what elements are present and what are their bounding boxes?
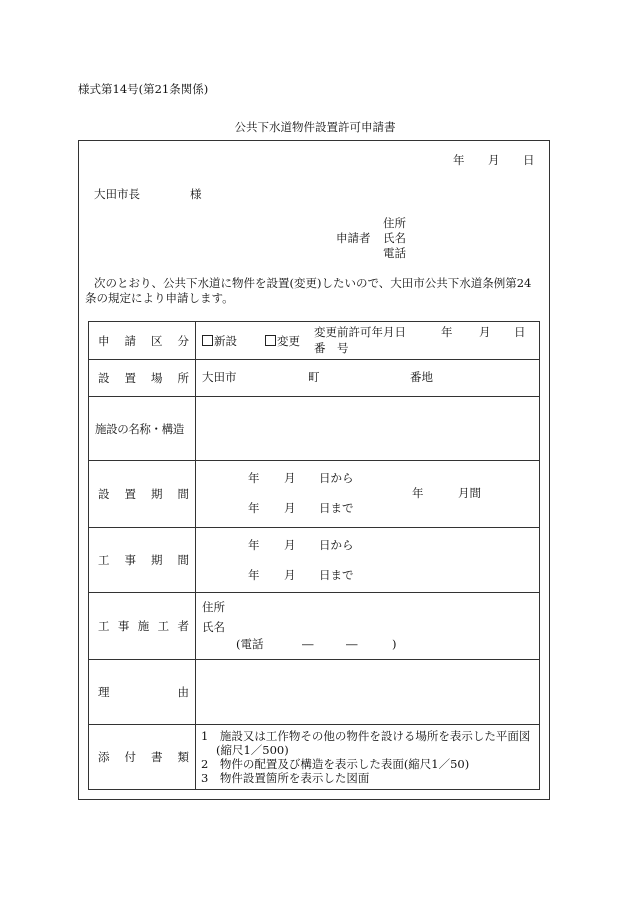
label-facility	[89, 397, 196, 461]
row-install-period	[89, 461, 540, 528]
label-contractor-text	[89, 618, 195, 634]
prev-permit-year: 年	[441, 325, 453, 339]
checkbox-new-box[interactable]	[202, 335, 213, 346]
addressee-honorific: 様	[190, 187, 202, 201]
label-char: 付	[124, 750, 136, 764]
label-char: 分	[177, 333, 189, 348]
label-char: 設	[98, 371, 110, 385]
contractor-address-label: 住所	[202, 600, 225, 614]
label-char: 工	[98, 619, 110, 633]
label-location	[89, 360, 196, 397]
install-to-year: 年	[248, 501, 260, 515]
row-contractor	[89, 593, 540, 660]
label-char: 区	[151, 333, 163, 348]
prev-permit-day: 日	[514, 325, 526, 339]
form-title: 公共下水道物件設置許可申請書	[234, 120, 396, 134]
label-char: 理	[98, 685, 110, 699]
checkbox-change-label: 変更	[277, 334, 300, 348]
label-char: 設	[98, 487, 110, 501]
label-char: 者	[177, 619, 189, 633]
label-attachments	[89, 725, 196, 790]
applicant-name-label: 氏名	[383, 231, 406, 245]
label-char: 申	[98, 333, 110, 348]
attachment-item-3: 3 物件設置箇所を表示した図面	[201, 771, 370, 785]
prev-permit-month: 月	[479, 325, 491, 339]
label-attachments-text	[89, 749, 195, 765]
install-from: 日から	[319, 471, 354, 485]
attachment-item-1: 1 施設又は工作物その他の物件を設ける場所を表示した平面図	[201, 729, 531, 743]
work-to: 日まで	[319, 568, 354, 582]
label-reason	[89, 660, 196, 725]
install-to-month: 月	[284, 501, 296, 515]
application-table	[88, 321, 540, 790]
date-year: 年	[453, 153, 465, 167]
label-contractor	[89, 593, 196, 660]
work-from: 日から	[319, 538, 354, 552]
checkbox-new-label: 新設	[214, 334, 237, 348]
label-reason-text	[89, 684, 195, 700]
label-application-type-text	[89, 333, 195, 349]
attachment-item-2: 2 物件の配置及び構造を表示した表面(縮尺1／50)	[201, 757, 470, 771]
work-from-month: 月	[284, 538, 296, 552]
cell-attachments	[196, 725, 540, 790]
checkbox-change[interactable]	[265, 335, 300, 348]
label-char: 置	[124, 371, 136, 385]
label-char: 添	[98, 750, 110, 764]
addressee-name: 大田市長	[94, 187, 140, 201]
form-number: 様式第14号(第21条関係)	[78, 82, 209, 96]
cell-reason[interactable]	[196, 660, 540, 725]
row-reason	[89, 660, 540, 725]
install-duration-month: 月間	[458, 486, 481, 500]
contractor-phone-close: )	[392, 637, 397, 651]
work-to-year: 年	[248, 568, 260, 582]
contractor-phone-dash1: ―	[302, 637, 314, 651]
label-char: 置	[124, 487, 136, 501]
label-char: 書	[151, 750, 163, 764]
contractor-name-label: 氏名	[202, 620, 225, 634]
cell-location[interactable]	[196, 360, 540, 397]
label-application-type	[89, 322, 196, 360]
checkbox-new[interactable]	[202, 335, 237, 348]
cell-work-period[interactable]	[196, 528, 540, 593]
applicant-label: 申請者	[336, 231, 371, 245]
location-town: 町	[308, 370, 320, 384]
label-char: 間	[177, 487, 189, 501]
date-month: 月	[488, 153, 500, 167]
label-facility-text: 施設の名称・構造	[95, 421, 184, 436]
label-work-period-text	[89, 552, 195, 568]
location-city: 大田市	[202, 370, 237, 384]
install-duration-year: 年	[412, 486, 424, 500]
body-text-line1: 次のとおり、公共下水道に物件を設置(変更)したいので、大田市公共下水道条例第24	[94, 276, 532, 290]
row-attachments	[89, 725, 540, 790]
label-char: 事	[124, 553, 136, 567]
attachment-item-1-scale: (縮尺1／500)	[216, 743, 289, 757]
label-char: 工	[157, 619, 170, 633]
contractor-phone-dash2: ―	[346, 637, 358, 651]
label-work-period	[89, 528, 196, 593]
install-to: 日まで	[319, 501, 354, 515]
date-day: 日	[523, 153, 535, 167]
label-char: 間	[177, 553, 189, 567]
label-char: 施	[137, 619, 150, 633]
label-char: 期	[151, 553, 163, 567]
label-char: 所	[177, 371, 189, 385]
cell-install-period[interactable]	[196, 461, 540, 528]
label-char: 類	[177, 750, 189, 764]
prev-permit-number-label: 番 号	[314, 341, 349, 355]
row-application-type	[89, 322, 540, 360]
label-install-period	[89, 461, 196, 528]
row-work-period	[89, 528, 540, 593]
label-char: 工	[98, 553, 110, 567]
label-char: 事	[117, 619, 130, 633]
row-location	[89, 360, 540, 397]
location-lot: 番地	[410, 370, 433, 384]
body-text-line2: 条の規定により申請します。	[85, 291, 234, 305]
row-facility	[89, 397, 540, 461]
install-from-month: 月	[284, 471, 296, 485]
applicant-address-label: 住所	[383, 216, 406, 230]
cell-facility[interactable]	[196, 397, 540, 461]
label-char: 由	[177, 685, 189, 699]
cell-contractor[interactable]	[196, 593, 540, 660]
contractor-phone-open: (電話	[236, 637, 264, 651]
label-char: 期	[151, 487, 163, 501]
checkbox-change-box[interactable]	[265, 335, 276, 346]
install-from-year: 年	[248, 471, 260, 485]
cell-application-type	[196, 322, 540, 360]
prev-permit-date-label: 変更前許可年月日	[314, 325, 406, 339]
work-from-year: 年	[248, 538, 260, 552]
applicant-phone-label: 電話	[383, 246, 406, 260]
label-install-period-text	[89, 486, 195, 502]
work-to-month: 月	[284, 568, 296, 582]
label-char: 場	[151, 371, 163, 385]
label-location-text	[89, 370, 195, 386]
label-char: 請	[124, 333, 136, 348]
